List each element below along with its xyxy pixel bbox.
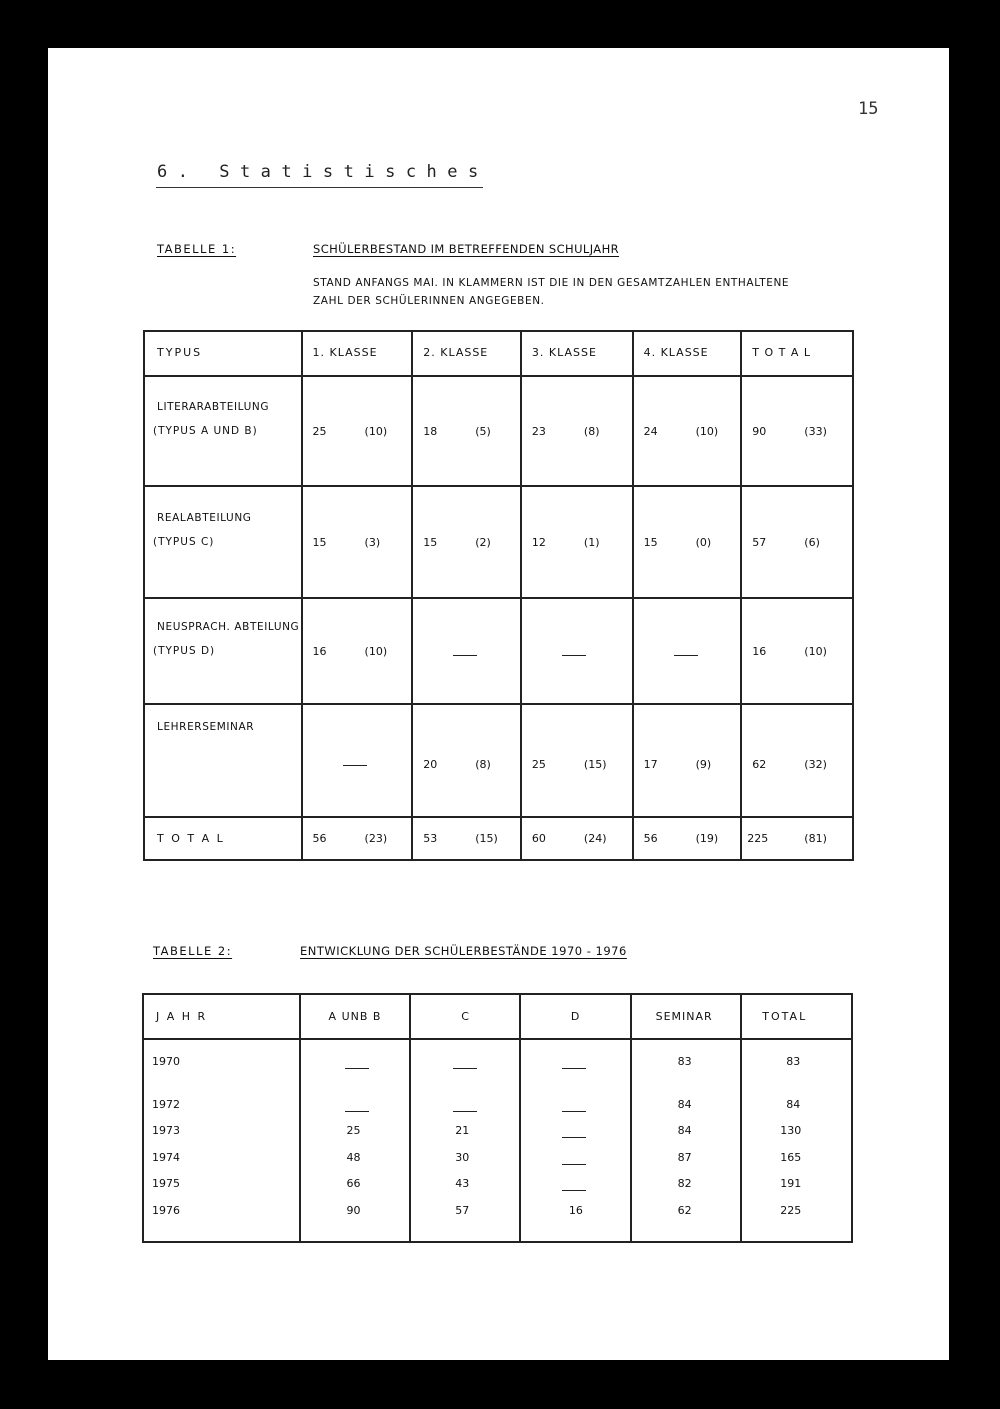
table1-header-total: T O T A L bbox=[741, 331, 853, 376]
table1-total-cell bbox=[302, 817, 413, 860]
table1-cell bbox=[302, 704, 413, 817]
table1-girls-count: (1) bbox=[583, 536, 600, 549]
table2-c-value: 43 bbox=[455, 1177, 470, 1190]
table2-header-ab: A UNB B bbox=[300, 994, 411, 1039]
table1-header-klasse2: 2. KLASSE bbox=[412, 331, 521, 376]
table1-cell bbox=[412, 486, 521, 598]
table2-col-c bbox=[410, 1039, 520, 1242]
table1-total-label-cell bbox=[144, 817, 302, 860]
table1-total-girls-count: (24) bbox=[583, 832, 607, 845]
table1-total-cell bbox=[633, 817, 742, 860]
table1-row-label-line2: (TYPUS D) bbox=[153, 645, 216, 657]
table1-girls-count: (9) bbox=[695, 758, 712, 771]
table1-cell bbox=[412, 598, 521, 704]
table1-girls-count: (8) bbox=[475, 758, 491, 771]
table1-total-count: 56 bbox=[643, 832, 658, 845]
document-page bbox=[48, 48, 949, 1360]
table1-count: 24 bbox=[643, 425, 658, 438]
table1-girls-count: (15) bbox=[583, 758, 607, 771]
table2-header-c: C bbox=[410, 994, 520, 1039]
table2-header-row bbox=[143, 994, 852, 1039]
table2-empty-dash bbox=[345, 1111, 369, 1112]
table1-row-label-line2: (TYPUS C) bbox=[153, 536, 215, 548]
table2-header-jahr: J A H R bbox=[143, 994, 300, 1039]
table2-body-row bbox=[143, 1039, 852, 1242]
table2-col-jahr bbox=[143, 1039, 300, 1242]
table1-girls-count: (5) bbox=[475, 425, 491, 438]
table1-note-line1: STAND ANFANGS MAI. IN KLAMMERN IST DIE IN DEN GESAMTZAHLEN ENTHALTENE bbox=[313, 277, 790, 289]
table2-empty-dash bbox=[562, 1137, 586, 1138]
table1-cell bbox=[741, 598, 853, 704]
table2-seminar-value: 84 bbox=[677, 1098, 692, 1111]
table1-count: 25 bbox=[531, 758, 546, 771]
table2-seminar-value: 82 bbox=[677, 1177, 692, 1190]
table2-total-value: 83 bbox=[786, 1055, 801, 1068]
table1-count: 25 bbox=[312, 425, 327, 438]
table1-header-row bbox=[144, 331, 853, 376]
table1-cell bbox=[521, 704, 633, 817]
table1-row-real bbox=[144, 486, 853, 598]
table1-cell bbox=[412, 704, 521, 817]
table1-cell bbox=[741, 704, 853, 817]
table1-total-girls-count: (19) bbox=[695, 832, 719, 845]
table1-girls-count: (8) bbox=[583, 425, 600, 438]
table2-year-value: 1970 bbox=[152, 1055, 180, 1068]
table1-total-cell bbox=[521, 817, 633, 860]
table1-note-line2: ZAHL DER SCHÜLERINNEN ANGEGEBEN. bbox=[313, 295, 545, 307]
table2-total-value: 130 bbox=[780, 1124, 802, 1137]
table1-row-literar bbox=[144, 376, 853, 486]
table1-count: 12 bbox=[531, 536, 546, 549]
table2-empty-dash bbox=[345, 1068, 369, 1069]
table1-cell bbox=[633, 598, 742, 704]
table1-row-label bbox=[144, 486, 302, 598]
table2-c-value: 30 bbox=[455, 1151, 470, 1164]
empty-dash bbox=[453, 655, 477, 656]
table2-ab-value: 25 bbox=[346, 1124, 361, 1137]
table1-girls-count: (0) bbox=[695, 536, 712, 549]
table1-cell bbox=[633, 486, 742, 598]
table1-cell bbox=[741, 486, 853, 598]
table1-cell bbox=[302, 376, 413, 486]
table2-col-ab bbox=[300, 1039, 411, 1242]
table1-total-cell bbox=[412, 817, 521, 860]
table2-year-value: 1976 bbox=[152, 1204, 180, 1217]
table2-ab-value: 48 bbox=[346, 1151, 361, 1164]
table1 bbox=[143, 330, 854, 861]
table1-girls-count: (3) bbox=[364, 536, 381, 549]
table1-title: SCHÜLERBESTAND IM BETREFFENDEN SCHULJAHR bbox=[313, 242, 620, 256]
table1-count: 17 bbox=[643, 758, 658, 771]
table2-title: ENTWICKLUNG DER SCHÜLERBESTÄNDE 1970 - 1976 bbox=[300, 944, 627, 958]
table1-count: 16 bbox=[752, 645, 767, 658]
table2-ab-value: 66 bbox=[346, 1177, 361, 1190]
table2-header-d: D bbox=[520, 994, 631, 1039]
table2-seminar-value: 87 bbox=[677, 1151, 692, 1164]
section-title-underline bbox=[156, 187, 483, 188]
table1-cell bbox=[521, 598, 633, 704]
table2-year-value: 1972 bbox=[152, 1098, 180, 1111]
table2-empty-dash bbox=[562, 1190, 586, 1191]
table2-total-value: 84 bbox=[786, 1098, 801, 1111]
table1-girls-count: (10) bbox=[804, 645, 827, 658]
table1-count: 90 bbox=[752, 425, 767, 438]
table1-count: 16 bbox=[312, 645, 327, 658]
table2-c-value: 21 bbox=[455, 1124, 470, 1137]
table1-girls-count: (10) bbox=[364, 645, 388, 658]
table1-total-count: 60 bbox=[531, 832, 546, 845]
table2-d-value: 16 bbox=[568, 1204, 583, 1217]
table2-col-d bbox=[520, 1039, 631, 1242]
table1-cell bbox=[302, 598, 413, 704]
table1-count: 57 bbox=[752, 536, 767, 549]
table1-total-row bbox=[144, 817, 853, 860]
table1-header-klasse4: 4. KLASSE bbox=[633, 331, 742, 376]
empty-dash bbox=[562, 655, 586, 656]
table1-total-girls-count: (23) bbox=[364, 832, 388, 845]
table1-header-klasse1: 1. KLASSE bbox=[302, 331, 413, 376]
table2-total-value: 165 bbox=[780, 1151, 802, 1164]
table1-header-typus: TYPUS bbox=[144, 331, 302, 376]
table1-cell bbox=[302, 486, 413, 598]
table1-cell bbox=[741, 376, 853, 486]
table1-row-label-line2: (TYPUS A UND B) bbox=[153, 425, 258, 437]
page-number: 15 bbox=[858, 99, 879, 119]
table2-total-value: 191 bbox=[780, 1177, 802, 1190]
table2 bbox=[142, 993, 853, 1243]
table1-total-girls-count: (81) bbox=[804, 832, 827, 845]
table2-year-value: 1975 bbox=[152, 1177, 180, 1190]
table1-count: 23 bbox=[531, 425, 546, 438]
table1-cell bbox=[521, 486, 633, 598]
table1-count: 15 bbox=[312, 536, 327, 549]
table2-empty-dash bbox=[453, 1111, 477, 1112]
table2-empty-dash bbox=[453, 1068, 477, 1069]
table1-row-label-line1: NEUSPRACH. ABTEILUNG bbox=[157, 621, 300, 633]
table1-count: 62 bbox=[752, 758, 767, 771]
table1-row-label-line1: LEHRERSEMINAR bbox=[157, 721, 255, 733]
table2-seminar-value: 84 bbox=[677, 1124, 692, 1137]
table1-cell bbox=[633, 376, 742, 486]
table1-count: 15 bbox=[643, 536, 658, 549]
table1-total-count: 225 bbox=[747, 832, 769, 845]
table2-empty-dash bbox=[562, 1164, 586, 1165]
table2-seminar-value: 83 bbox=[677, 1055, 692, 1068]
table1-total-label: T O T A L bbox=[157, 832, 225, 845]
table2-col-seminar bbox=[631, 1039, 742, 1242]
table1-cell bbox=[633, 704, 742, 817]
table2-label: TABELLE 2: bbox=[153, 944, 233, 958]
table1-girls-count: (33) bbox=[804, 425, 827, 438]
table2-year-value: 1973 bbox=[152, 1124, 180, 1137]
table1-total-girls-count: (15) bbox=[475, 832, 498, 845]
table2-year-value: 1974 bbox=[152, 1151, 180, 1164]
table1-count: 18 bbox=[423, 425, 438, 438]
table1-count: 20 bbox=[423, 758, 438, 771]
table1-row-seminar bbox=[144, 704, 853, 817]
empty-dash bbox=[343, 765, 367, 766]
table2-c-value: 57 bbox=[455, 1204, 470, 1217]
table1-row-label bbox=[144, 704, 302, 817]
table1-count: 15 bbox=[423, 536, 438, 549]
section-title: 6. Statistisches bbox=[157, 162, 489, 182]
table1-cell bbox=[521, 376, 633, 486]
table1-total-cell bbox=[741, 817, 853, 860]
table1-girls-count: (2) bbox=[475, 536, 491, 549]
table1-row-neusprach bbox=[144, 598, 853, 704]
table2-col-total bbox=[741, 1039, 852, 1242]
table1-girls-count: (10) bbox=[364, 425, 388, 438]
table1-header-klasse3: 3. KLASSE bbox=[521, 331, 633, 376]
table1-girls-count: (32) bbox=[804, 758, 827, 771]
table1-girls-count: (10) bbox=[695, 425, 719, 438]
table1-row-label bbox=[144, 376, 302, 486]
table2-seminar-value: 62 bbox=[677, 1204, 692, 1217]
table2-ab-value: 90 bbox=[346, 1204, 361, 1217]
table1-row-label-line1: REALABTEILUNG bbox=[157, 512, 252, 524]
table2-header-seminar: SEMINAR bbox=[631, 994, 742, 1039]
table1-girls-count: (6) bbox=[804, 536, 820, 549]
table1-total-count: 53 bbox=[423, 832, 438, 845]
table2-header-total: TOTAL bbox=[741, 994, 852, 1039]
table1-cell bbox=[412, 376, 521, 486]
table1-row-label bbox=[144, 598, 302, 704]
table1-row-label-line1: LITERARABTEILUNG bbox=[157, 401, 270, 413]
table1-total-count: 56 bbox=[312, 832, 327, 845]
table1-label: TABELLE 1: bbox=[157, 242, 237, 256]
empty-dash bbox=[674, 655, 698, 656]
table2-empty-dash bbox=[562, 1068, 586, 1069]
table2-empty-dash bbox=[562, 1111, 586, 1112]
table2-total-value: 225 bbox=[780, 1204, 802, 1217]
